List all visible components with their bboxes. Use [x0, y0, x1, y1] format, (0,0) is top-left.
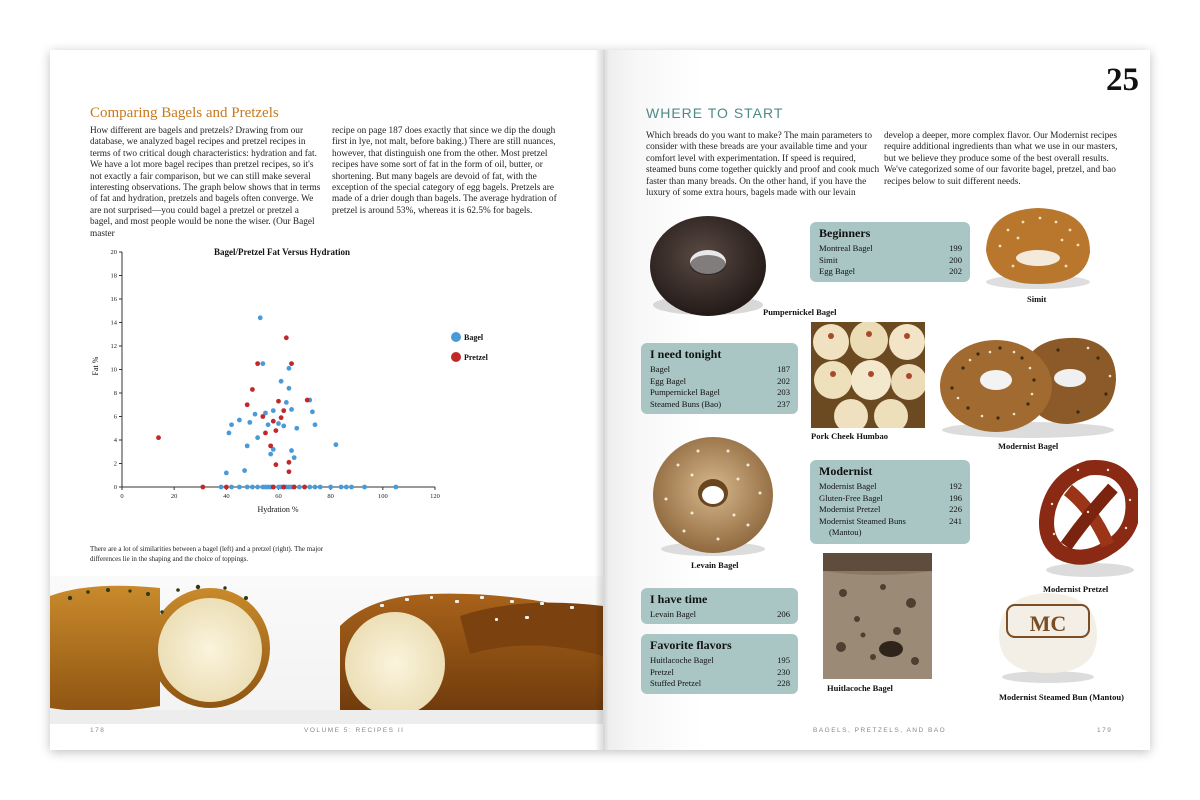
data-point-pretzel — [281, 408, 286, 413]
data-point-bagel — [276, 421, 281, 426]
recipe-box-tonight — [641, 343, 798, 414]
recipe-box-beginners — [810, 222, 970, 282]
humbao-photo — [811, 322, 925, 428]
recipe-row: Pretzel 230 — [650, 666, 790, 677]
page-number-left: 178 — [90, 727, 106, 734]
data-point-bagel — [297, 485, 302, 490]
section-heading: Comparing Bagels and Pretzels — [90, 105, 279, 121]
recipe-row: Bagel 187 — [650, 364, 790, 374]
data-point-bagel — [245, 443, 250, 448]
photo-label-huitlacoche: Huitlacoche Bagel — [827, 683, 893, 693]
data-point-pretzel — [268, 443, 273, 448]
levain-bagel-photo — [648, 435, 778, 559]
data-point-pretzel — [273, 428, 278, 433]
bagel-pretzel-illustration — [50, 576, 603, 724]
legend-marker-bagel — [451, 332, 461, 342]
photo-label-mantou: Modernist Steamed Bun (Mantou) — [999, 692, 1124, 702]
recipe-row: Steamed Buns (Bao) 237 — [650, 398, 790, 409]
data-point-pretzel — [263, 431, 268, 436]
y-tick-label: 14 — [110, 319, 117, 327]
data-point-bagel — [318, 485, 323, 490]
photo-label-humbao: Pork Cheek Humbao — [811, 431, 888, 441]
data-point-pretzel — [250, 387, 255, 392]
y-tick-label: 2 — [113, 460, 117, 468]
y-tick-label: 10 — [110, 366, 117, 374]
data-point-bagel — [242, 468, 247, 473]
recipe-box-flavors — [641, 634, 798, 694]
data-point-bagel — [313, 485, 318, 490]
page-number-right: 179 — [1097, 727, 1113, 734]
chart-title: Bagel/Pretzel Fat Versus Hydration — [213, 247, 351, 257]
data-point-bagel — [229, 485, 234, 490]
data-point-bagel — [289, 407, 294, 412]
photo-label-modernist-pretzel: Modernist Pretzel — [1043, 584, 1109, 594]
data-point-bagel — [237, 485, 242, 490]
data-point-bagel — [255, 435, 260, 440]
box-title: I have time — [650, 592, 708, 606]
y-tick-label: 16 — [110, 296, 117, 303]
data-point-bagel — [245, 485, 250, 490]
data-point-pretzel — [292, 485, 297, 490]
recipe-box-modernist — [810, 460, 970, 544]
recipe-row: Egg Bagel 202 — [650, 375, 790, 386]
data-point-bagel — [362, 485, 367, 490]
recipe-row: Modernist Bagel 192 — [819, 481, 962, 491]
book-spread — [50, 50, 1150, 750]
photo-label-simit: Simit — [1027, 294, 1047, 304]
data-point-bagel — [289, 448, 294, 453]
y-tick-label: 6 — [113, 413, 117, 421]
data-point-pretzel — [260, 414, 265, 419]
running-footer-left: VOLUME 5: RECIPES II — [304, 727, 405, 734]
data-point-pretzel — [279, 415, 284, 420]
data-point-bagel — [349, 485, 354, 490]
data-point-bagel — [287, 366, 292, 371]
data-point-bagel — [253, 412, 258, 417]
huitlacoche-bagel-photo — [823, 553, 932, 679]
recipe-row: Stuffed Pretzel 228 — [650, 678, 790, 688]
pumpernickel-bagel-photo — [643, 210, 773, 325]
data-point-bagel — [313, 422, 318, 427]
y-tick-label: 8 — [113, 390, 117, 397]
data-point-pretzel — [200, 485, 205, 490]
modernist-bagel-photo — [938, 328, 1118, 440]
recipe-row: Egg Bagel 202 — [819, 266, 962, 276]
data-point-pretzel — [276, 399, 281, 404]
data-point-bagel — [229, 422, 234, 427]
data-point-bagel — [284, 400, 289, 405]
data-point-bagel — [344, 485, 349, 490]
data-point-bagel — [328, 485, 333, 490]
right-body-column-1: Which breads do you want to make? The main parameters to consider with these breads are your available time and your comfort level with experimentation. If speed is required, steamed buns come together quickly and proof and cook much faster than many breads. On the other hand, if you have the luxury of some extra hours, bagels made with our levain — [646, 131, 880, 199]
body-text-column-1: How different are bagels and pretzels? Drawing from our database, we analyzed bagel recipes and pretzel recipes in terms of two critical dough characteristics: hydration and fat. We have a lot more bagel recipes than pretzel recipes, so it's not exactly a fair comparison, but we can still make several interesting observations. The graph below shows that in terms of fat and hydration, pretzels and bagels often converge. We are not surprised—you could bagel a pretzel or pretzel a bagel, and most people would be none the wiser. (Our Bagel master — [90, 126, 321, 239]
chapter-number: 25 — [1106, 62, 1139, 98]
recipe-row: Montreal Bagel 199 — [819, 243, 962, 253]
body-text-column-2: recipe on page 187 does exactly that since we dip the dough first in lye, not malt, before baking.) There are still nuances, however, that distinguish one from the other. Most pretzel recipes have some sort of fat in the form of oil, butter, or shortening. But many bagels are devoid of fat, with the exception of the special category of egg bagels. Pretzels are made of a drier dough than bagels. The average hydration of pretzel is around 53%, whereas it is 62.5% for bagels. — [332, 126, 557, 216]
x-tick-label: 60 — [275, 493, 282, 500]
legend-marker-pretzel — [451, 352, 461, 362]
y-tick-label: 4 — [113, 437, 117, 444]
data-point-bagel — [224, 471, 229, 476]
y-tick-label: 0 — [113, 484, 117, 491]
data-point-bagel — [255, 485, 260, 490]
data-point-pretzel — [224, 485, 229, 490]
recipe-row: Simit 200 — [819, 254, 962, 265]
data-point-pretzel — [289, 361, 294, 366]
data-point-pretzel — [255, 361, 260, 366]
box-title: Favorite flavors — [650, 638, 732, 652]
y-tick-label: 18 — [110, 272, 117, 280]
data-point-bagel — [260, 361, 265, 366]
modernist-pretzel-photo — [1038, 460, 1138, 580]
bagel-pretzel-photo — [50, 576, 603, 724]
recipe-row: Huitlacoche Bagel 195 — [650, 655, 790, 665]
data-point-bagel — [268, 452, 273, 457]
legend-label-pretzel: Pretzel — [464, 353, 488, 362]
data-point-bagel — [247, 420, 252, 425]
data-point-bagel — [307, 485, 312, 490]
photo-label-levain: Levain Bagel — [691, 560, 739, 570]
legend-label-bagel: Bagel — [464, 333, 484, 342]
mantou-photo — [993, 585, 1103, 685]
recipe-row: Gluten-Free Bagel 196 — [819, 492, 962, 503]
data-point-bagel — [339, 485, 344, 490]
data-point-pretzel — [287, 460, 292, 465]
x-tick-label: 40 — [223, 493, 230, 500]
running-footer-right: BAGELS, PRETZELS, AND BAO — [813, 727, 947, 734]
data-point-pretzel — [305, 398, 310, 403]
y-tick-label: 20 — [110, 249, 117, 256]
x-tick-label: 100 — [377, 493, 388, 500]
data-point-bagel — [271, 408, 276, 413]
x-tick-label: 120 — [430, 493, 440, 500]
chart-legend — [451, 332, 489, 362]
data-point-bagel — [393, 485, 398, 490]
data-point-pretzel — [284, 335, 289, 340]
data-point-pretzel — [271, 419, 276, 424]
data-point-pretzel — [245, 402, 250, 407]
y-axis-label: Fat % — [91, 356, 100, 376]
data-point-bagel — [310, 409, 315, 414]
box-title: Beginners — [819, 226, 871, 240]
data-point-bagel — [266, 422, 271, 427]
photo-caption: There are a lot of similarities between a bagel (left) and a pretzel (right). The major differences lie in the shaping and the choice of toppings. — [90, 545, 324, 563]
recipe-row: Pumpernickel Bagel 203 — [650, 387, 790, 397]
y-tick-label: 12 — [110, 343, 117, 350]
data-point-bagel — [333, 442, 338, 447]
section-heading-right: WHERE TO START — [646, 105, 784, 121]
recipe-row: Modernist Steamed Buns 241 — [819, 515, 962, 526]
right-page — [603, 50, 1150, 750]
data-point-bagel — [219, 485, 224, 490]
data-point-bagel — [292, 455, 297, 460]
x-axis-label: Hydration % — [257, 505, 299, 514]
data-point-pretzel — [156, 435, 161, 440]
left-page — [50, 50, 603, 750]
mantou-stamp-lettering: MC — [1029, 611, 1067, 636]
right-body-column-2: develop a deeper, more complex flavor. Our Modernist recipes require additional ingredients than what we use in our masters, but we believe they produce some of the best overall results. We've categorized some of our favorite bagel, pretzel, and bao recipes below to suit different needs. — [884, 131, 1118, 187]
data-point-pretzel — [281, 485, 286, 490]
box-title: Modernist — [819, 464, 873, 478]
data-point-pretzel — [302, 485, 307, 490]
data-point-bagel — [258, 315, 263, 320]
data-point-bagel — [250, 485, 255, 490]
x-tick-label: 0 — [120, 493, 124, 500]
data-point-pretzel — [271, 485, 276, 490]
scatter-chart — [50, 240, 603, 525]
data-point-bagel — [279, 379, 284, 384]
data-point-pretzel — [287, 469, 292, 474]
photo-label-modernist-bagel: Modernist Bagel — [998, 441, 1059, 451]
recipe-row: Modernist Pretzel 226 — [819, 504, 962, 514]
data-point-bagel — [237, 418, 242, 423]
recipe-box-time — [641, 588, 798, 624]
data-point-bagel — [294, 426, 299, 431]
simit-photo — [978, 200, 1098, 292]
data-point-bagel — [287, 386, 292, 391]
x-tick-label: 20 — [170, 493, 178, 500]
data-point-pretzel — [273, 462, 278, 467]
data-point-bagel — [227, 431, 232, 436]
recipe-row: Levain Bagel 206 — [650, 609, 790, 619]
recipe-row-continued: (Mantou) — [829, 527, 862, 537]
photo-label-pumpernickel: Pumpernickel Bagel — [763, 307, 837, 317]
x-tick-label: 80 — [327, 493, 334, 500]
data-point-bagel — [281, 424, 286, 429]
box-title: I need tonight — [650, 347, 722, 361]
